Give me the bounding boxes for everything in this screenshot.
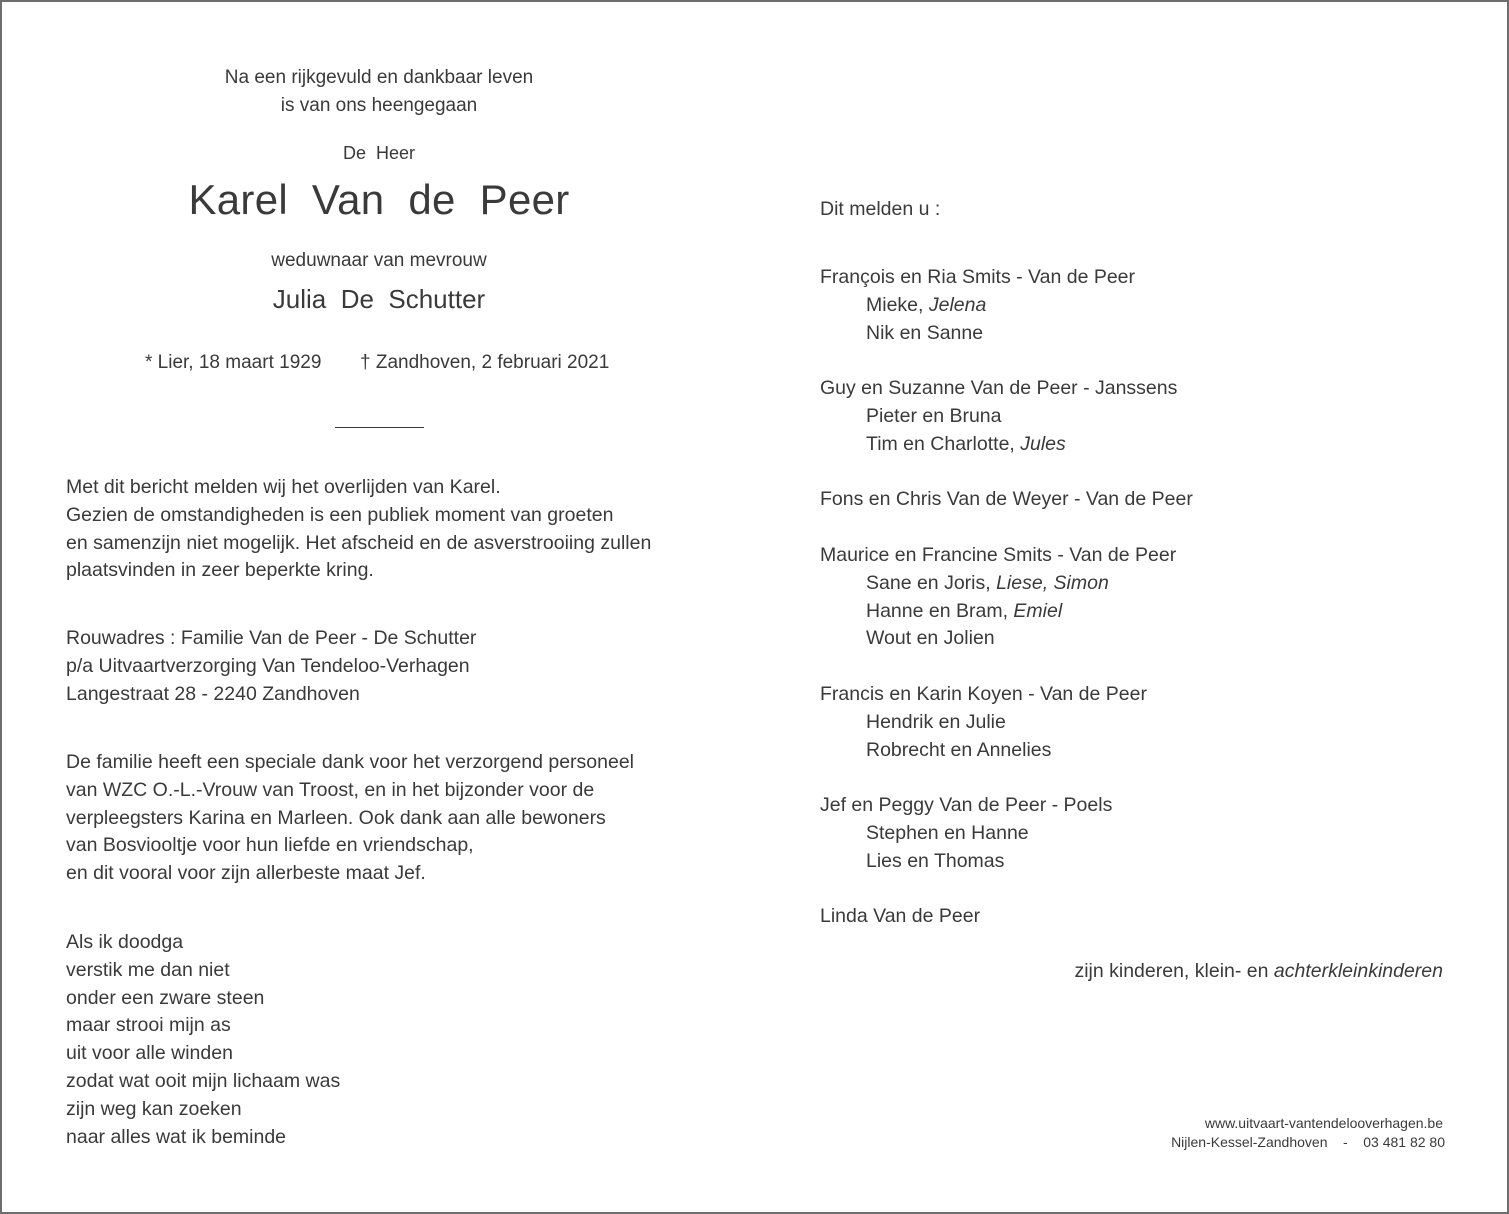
children-names: Lies en Thomas [866, 849, 1005, 872]
family-parents: Maurice en Francine Smits - Van de Peer [820, 543, 1177, 566]
family-children [820, 320, 1193, 348]
thanks-block [66, 749, 634, 888]
children-names: Pieter en Bruna [866, 404, 1002, 427]
family-children [820, 598, 1193, 626]
family-children [820, 570, 1193, 598]
announcement-line: en samenzijn niet mogelijk. Het afscheid en de asverstrooiing zullen [66, 531, 652, 554]
children-names: Wout en Jolien [866, 627, 995, 650]
poem-line: uit voor alle winden [66, 1042, 233, 1065]
children-names: Robrecht en Annelies [866, 738, 1052, 761]
notify-intro: Dit melden u : [820, 198, 941, 220]
divider-rule [335, 427, 424, 428]
deceased-name: Karel Van de Peer [188, 176, 570, 223]
thanks-line: verpleegsters Karina en Marleen. Ook dank aan alle bewoners [66, 806, 606, 829]
address-line: Langestraat 28 - 2240 Zandhoven [66, 682, 360, 705]
family-parents: Guy en Suzanne Van de Peer - Janssens [820, 377, 1178, 400]
family-group [820, 542, 1193, 653]
family-children [820, 403, 1193, 431]
poem-line: verstik me dan niet [66, 958, 230, 981]
closing-regular: zijn kinderen, klein- en [1074, 960, 1274, 982]
family-list [820, 264, 1193, 959]
poem-line: naar alles wat ik beminde [66, 1125, 287, 1148]
address-line: Rouwadres : Familie Van de Peer - De Schutter [66, 627, 477, 649]
poem-line: zodat wat ooit mijn lichaam was [66, 1069, 341, 1092]
poem-line: onder een zware steen [66, 986, 265, 1009]
death-info: † Zandhoven, 2 februari 2021 [360, 352, 610, 373]
funeral-home-contact: Nijlen-Kessel-Zandhoven - 03 481 82 80 [1171, 1134, 1445, 1150]
title-prefix: De Heer [342, 143, 416, 163]
family-children [820, 737, 1193, 765]
grandchildren-names: Jelena [928, 293, 987, 316]
closing-line [1002, 958, 1443, 986]
children-names: Hanne en Bram, [866, 599, 1014, 622]
children-names: Tim en Charlotte, [866, 432, 1021, 455]
family-group [820, 264, 1193, 347]
family-children [820, 292, 1193, 320]
thanks-line: De familie heeft een speciale dank voor het verzorgend personeel [66, 751, 635, 773]
widower-text: weduwnaar van mevrouw [271, 250, 487, 271]
intro-line-1: Na een rijkgevuld en dankbaar leven [224, 67, 534, 88]
announcement-line: Met dit bericht melden wij het overlijden van Karel. [66, 476, 501, 498]
poem-block [66, 929, 340, 1151]
grandchildren-names: Jules [1020, 432, 1066, 455]
announcement-line: Gezien de omstandigheden is een publiek moment van groeten [66, 503, 614, 526]
family-group [820, 375, 1193, 458]
address-line: p/a Uitvaartverzorging Van Tendeloo-Verhagen [66, 654, 470, 677]
poem-line: Als ik doodga [66, 931, 184, 953]
intro-line-2: is van ons heengegaan [280, 95, 478, 116]
family-children [820, 848, 1193, 876]
closing-italic: achterkleinkinderen [1273, 960, 1443, 982]
spouse-name: Julia De Schutter [272, 284, 486, 314]
grandchildren-names: Emiel [1013, 599, 1063, 622]
birth-info: * Lier, 18 maart 1929 [145, 352, 322, 373]
family-group [820, 681, 1193, 764]
family-group [820, 792, 1193, 875]
thanks-line: en dit vooral voor zijn allerbeste maat Jef. [66, 862, 426, 885]
family-parents: Fons en Chris Van de Weyer - Van de Peer [820, 488, 1193, 511]
family-parents: Linda Van de Peer [820, 905, 981, 928]
family-children [820, 431, 1193, 459]
family-group [820, 486, 1193, 514]
family-parents: Francis en Karin Koyen - Van de Peer [820, 682, 1147, 705]
address-block [66, 625, 476, 708]
children-names: Hendrik en Julie [866, 710, 1006, 733]
announcement-block [66, 474, 651, 585]
children-names: Mieke, [866, 293, 929, 316]
family-children [820, 820, 1193, 848]
children-names: Stephen en Hanne [866, 821, 1029, 844]
family-children [820, 709, 1193, 737]
poem-line: maar strooi mijn as [66, 1014, 231, 1037]
poem-line: zijn weg kan zoeken [66, 1097, 242, 1120]
family-children [820, 625, 1193, 653]
thanks-line: van WZC O.-L.-Vrouw van Troost, en in het bijzonder voor de [66, 778, 595, 801]
grandchildren-names: Liese, Simon [996, 571, 1109, 594]
children-names: Sane en Joris, [866, 571, 997, 594]
funeral-home-website[interactable]: www.uitvaart-vantendelooverhagen.be [1204, 1115, 1443, 1131]
children-names: Nik en Sanne [866, 321, 984, 344]
family-parents: François en Ria Smits - Van de Peer [820, 266, 1136, 288]
family-group [820, 903, 1193, 931]
announcement-line: plaatsvinden in zeer beperkte kring. [66, 559, 374, 582]
thanks-line: van Bosviooltje voor hun liefde en vriendschap, [66, 834, 474, 857]
family-parents: Jef en Peggy Van de Peer - Poels [820, 794, 1113, 817]
